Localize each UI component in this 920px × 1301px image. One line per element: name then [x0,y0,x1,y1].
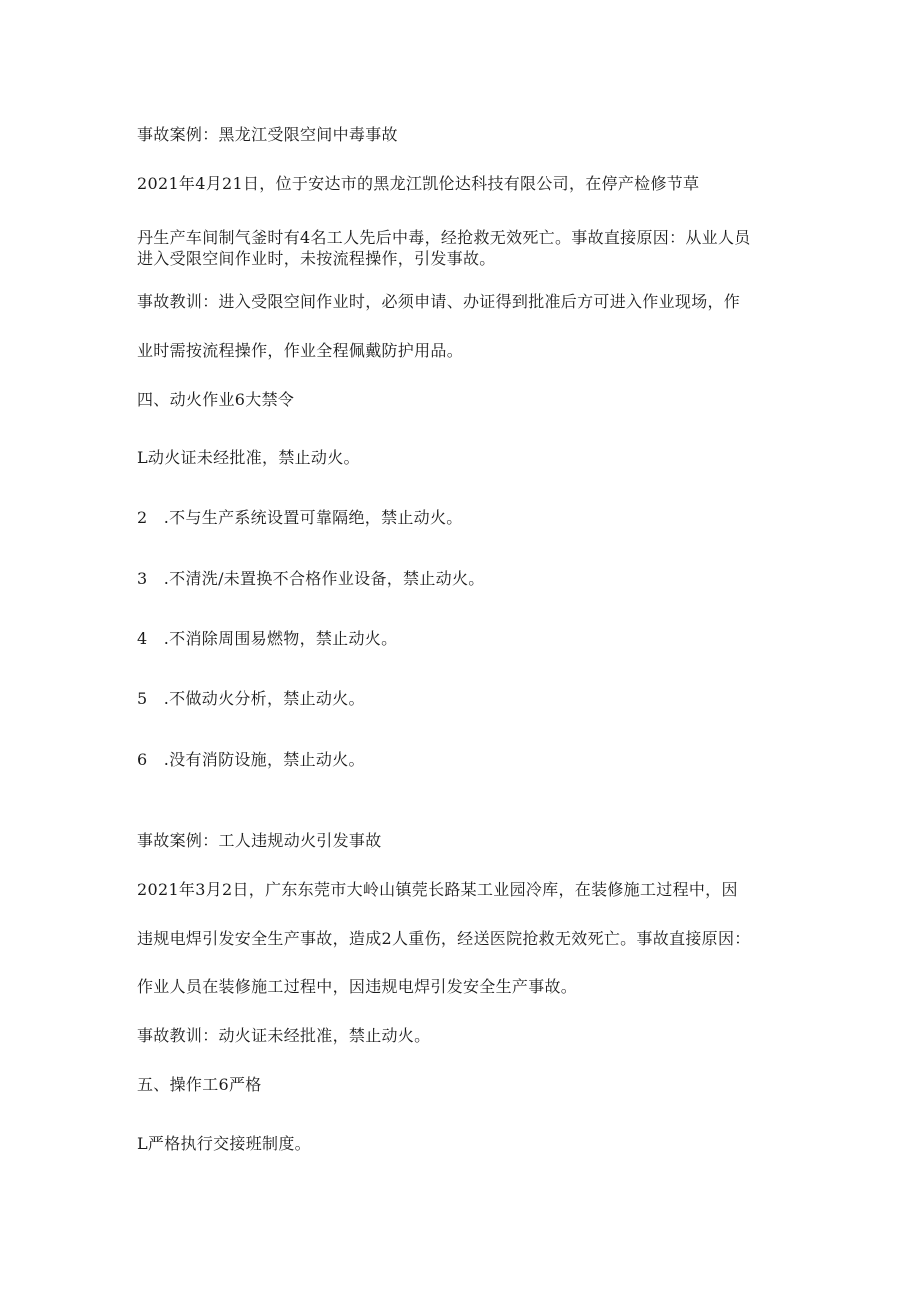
case-title-1: 事故案例：黑龙江受限空间中毒事故 [137,125,398,144]
fire-ban-item-1: L动火证未经批准，禁止动火。 [137,448,360,467]
section-four-heading: 四、动火作业6大禁令 [137,390,295,409]
case-1-paragraph-line-1: 2021年4月21日，位于安达市的黑龙江凯伦达科技有限公司，在停产检修节草 [137,174,700,193]
lesson-1-line-2: 业时需按流程操作，作业全程佩戴防护用品。 [137,341,464,360]
operator-rule-item-1: L严格执行交接班制度。 [137,1134,311,1153]
case-2-paragraph-line-3: 作业人员在装修施工过程中，因违规电焊引发安全生产事故。 [137,977,578,996]
case-2-paragraph-line-2: 违规电焊引发安全生产事故，造成2人重伤，经送医院抢救无效死亡。事故直接原因： [137,929,751,948]
fire-ban-item-4: 4 .不消除周围易燃物，禁止动火。 [137,629,398,648]
fire-ban-item-6: 6 .没有消防设施，禁止动火。 [137,750,365,769]
fire-ban-item-3: 3 .不清洗/未置换不合格作业设备，禁止动火。 [137,569,485,588]
case-title-2: 事故案例：工人违规动火引发事故 [137,831,382,850]
case-1-paragraph-line-3: 进入受限空间作业时，未按流程操作，引发事故。 [137,249,496,268]
fire-ban-item-2: 2 .不与生产系统设置可靠隔绝，禁止动火。 [137,508,463,527]
case-2-paragraph-line-1: 2021年3月2日，广东东莞市大岭山镇莞长路某工业园冷库，在装修施工过程中，因 [137,880,738,899]
lesson-2: 事故教训：动火证未经批准，禁止动火。 [137,1026,431,1045]
section-five-heading: 五、操作工6严格 [137,1075,262,1094]
lesson-1-line-1: 事故教训：进入受限空间作业时，必须申请、办证得到批准后方可进入作业现场，作 [137,292,741,311]
fire-ban-item-5: 5 .不做动火分析，禁止动火。 [137,689,365,708]
case-1-paragraph-line-2: 丹生产车间制气釜时有4名工人先后中毒，经抢救无效死亡。事故直接原因：从业人员 [137,228,751,247]
